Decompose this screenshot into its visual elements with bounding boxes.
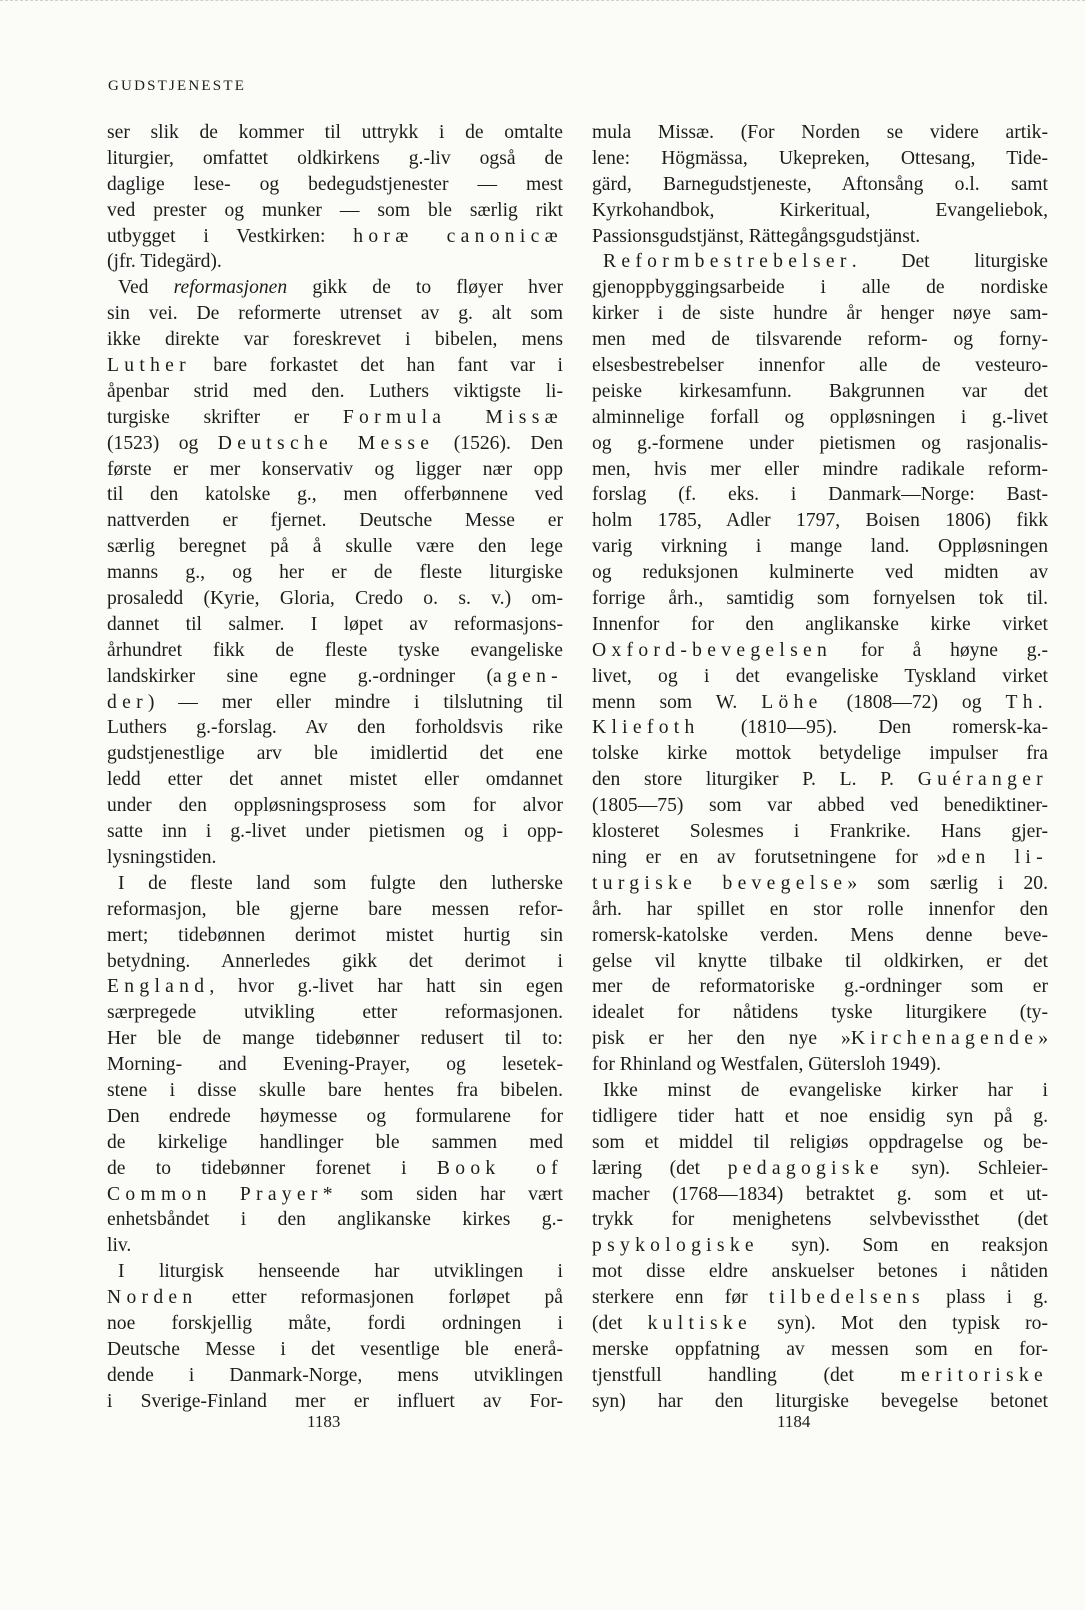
spaced-emphasis: turgiske bevegelse	[592, 872, 848, 894]
text-line	[592, 534, 1048, 560]
text-line	[107, 1078, 563, 1104]
spaced-emphasis: Deutsche Messe	[217, 432, 435, 454]
text-run: gikk de to fløyer hver	[287, 277, 563, 299]
text-run: idealet for nåtidens tyske liturgikere (ty-	[592, 1002, 1048, 1024]
text-run: for Rhinland og Westfalen, Gütersloh 1949).	[592, 1054, 942, 1076]
text-line	[592, 508, 1048, 534]
text-line	[107, 1233, 563, 1259]
text-run: mer de reformatoriske g.-ordninger som er	[592, 976, 1048, 998]
text-run: men med de tilsvarende reform- og forny-	[592, 329, 1048, 351]
text-line	[107, 741, 563, 767]
text-line	[592, 327, 1048, 353]
text-run: mula Missæ. (For Norden se videre artik-	[592, 122, 1048, 143]
text-run: syn) har den liturgiske bevegelse betonet	[592, 1390, 1048, 1412]
text-run: Ikke minst de evangeliske kirker har i	[603, 1079, 1048, 1101]
text-run: Luthers g.-forslag. Av den forholdsvis rike	[107, 717, 563, 739]
text-line	[592, 923, 1048, 949]
text-line	[107, 690, 563, 716]
text-line	[107, 1285, 563, 1311]
text-line	[107, 534, 563, 560]
text-run: (1526). Den	[434, 432, 563, 454]
text-line	[592, 1311, 1048, 1337]
left-column	[107, 120, 563, 1415]
text-run: (det	[592, 1312, 648, 1334]
text-line	[107, 508, 563, 534]
text-line	[592, 1389, 1048, 1415]
text-line	[592, 146, 1048, 172]
text-run: daglige lese- og bedegudstjenester — mest	[107, 173, 563, 195]
text-line	[592, 301, 1048, 327]
text-line	[107, 974, 563, 1000]
text-run: særpregede utvikling etter reformasjonen.	[107, 1002, 563, 1024]
text-line	[107, 1104, 563, 1130]
spaced-emphasis: tilbedelsens	[768, 1287, 925, 1309]
text-run: gjenoppbyggingsarbeide i alle de nordiske	[592, 277, 1048, 299]
text-line	[107, 353, 563, 379]
text-run: ved prester og munker — som ble særlig rikt	[107, 199, 563, 221]
text-run: tjenstfull handling (det	[592, 1364, 901, 1386]
text-run: årh. har spillet en stor rolle innenfor den	[592, 898, 1048, 920]
text-run: Den endrede høymesse og formularene for	[107, 1105, 563, 1127]
text-run: Her ble de mange tidebønner redusert til to:	[107, 1028, 563, 1050]
text-run: (1523) og	[107, 432, 218, 454]
text-run: nattverden er fjernet. Deutsche Messe er	[107, 510, 563, 532]
text-line	[107, 560, 563, 586]
text-line	[592, 949, 1048, 975]
text-run: til den katolske g., men offerbønnene ved	[107, 484, 563, 506]
text-run: mot disse eldre anskuelser betones i nåtiden	[592, 1261, 1048, 1283]
text-line	[592, 224, 1048, 250]
text-line	[592, 1182, 1048, 1208]
text-run: ) — mer eller mindre i tilslutning til	[147, 691, 563, 713]
text-run: klosteret Solesmes i Frankrike. Hans gjer-	[592, 821, 1048, 843]
text-run: varig virkning i mange land. Oppløsningen	[592, 536, 1048, 558]
text-run: I liturgisk henseende har utviklingen i	[118, 1261, 563, 1283]
page-number-right: 1184	[777, 1412, 811, 1431]
text-run: prosaledd (Kyrie, Gloria, Credo o. s. v.) om-	[107, 588, 563, 610]
text-line	[107, 431, 563, 457]
text-line	[592, 793, 1048, 819]
spaced-emphasis: Luther	[107, 355, 191, 377]
text-line	[592, 457, 1048, 483]
text-line	[592, 120, 1048, 146]
text-line	[107, 224, 563, 250]
text-run: århundret fikk de fleste tyske evangeliske	[107, 639, 563, 661]
text-run: , hvor g.-livet har hatt sin egen	[209, 976, 563, 998]
text-line	[107, 1337, 563, 1363]
text-run: dende i Danmark-Norge, mens utviklingen	[107, 1364, 563, 1386]
text-run: forslag (f. eks. i Danmark—Norge: Bast-	[592, 484, 1048, 506]
text-line	[592, 1156, 1048, 1182]
text-line	[592, 560, 1048, 586]
spaced-emphasis: Guéranger	[917, 769, 1048, 791]
text-line	[592, 1285, 1048, 1311]
spaced-emphasis: agen-	[493, 665, 563, 687]
italic-emphasis: reformasjonen	[173, 277, 288, 299]
text-line	[107, 1363, 563, 1389]
text-run: »	[1038, 1028, 1048, 1050]
text-line	[107, 482, 563, 508]
text-line	[107, 819, 563, 845]
text-run: tolske kirke mottok betydelige impulser fra	[592, 743, 1048, 765]
text-line	[592, 172, 1048, 198]
text-run: mert; tidebønnen derimot mistet hurtig sin	[107, 924, 563, 946]
text-run: lene: Högmässa, Ukepreken, Ottesang, Tide-	[592, 147, 1048, 169]
text-line	[592, 767, 1048, 793]
text-line	[592, 1026, 1048, 1052]
text-line	[592, 612, 1048, 638]
text-line	[107, 793, 563, 819]
spaced-emphasis: Book of	[436, 1157, 563, 1179]
text-run: Kyrkohandbok, Kirkeritual, Evangeliebok,	[592, 199, 1048, 221]
text-run: livet, og i det evangeliske Tyskland virket	[592, 665, 1048, 687]
text-run: åpenbar strid med den. Luthers viktigste li-	[107, 380, 563, 402]
text-run: macher (1768—1834) betraktet g. som et ut-	[592, 1183, 1048, 1205]
text-run: noe forskjellig måte, fordi ordningen i	[107, 1312, 563, 1334]
text-run: som et middel til religiøs oppdragelse og be-	[592, 1131, 1048, 1153]
spaced-emphasis: den li-	[946, 846, 1048, 868]
text-line	[107, 1259, 563, 1285]
text-run: bare forkastet det han fant var i	[190, 355, 563, 377]
text-line	[107, 586, 563, 612]
spaced-emphasis: der	[107, 691, 148, 713]
text-line	[592, 586, 1048, 612]
text-line	[592, 845, 1048, 871]
text-run: Passionsgudstjänst, Rättegångsgudstjänst.	[592, 225, 921, 247]
text-line	[592, 638, 1048, 664]
text-run: Morning- and Evening-Prayer, og lesetek-	[107, 1054, 563, 1076]
text-line	[592, 405, 1048, 431]
text-line	[107, 1182, 563, 1208]
text-run: ikke direkte var foreskrevet i bibelen, mens	[107, 329, 563, 351]
text-line	[107, 379, 563, 405]
text-run: gudstjenestlige arv ble imidlertid det ene	[107, 743, 563, 765]
text-run: enhetsbåndet i den anglikanske kirkes g.-	[107, 1209, 563, 1231]
text-line	[592, 198, 1048, 224]
text-line	[592, 819, 1048, 845]
spaced-emphasis: Common Prayer*	[107, 1183, 338, 1205]
text-run: holm 1785, Adler 1797, Boisen 1806) fikk	[592, 510, 1048, 532]
text-run: og g.-formene under pietismen og rasjonalis-	[592, 432, 1048, 454]
text-run: men, hvis mer eller mindre radikale reform-	[592, 458, 1048, 480]
text-run: peiske kirkesamfunn. Bakgrunnen var det	[592, 380, 1048, 402]
text-run: reformasjon, ble gjerne bare messen refor-	[107, 898, 563, 920]
text-run: trykk for menighetens selvbevissthet (det	[592, 1209, 1048, 1231]
text-run: for å høyne g.-	[832, 639, 1048, 661]
text-line	[592, 431, 1048, 457]
text-run: manns g., og her er de fleste liturgiske	[107, 562, 563, 584]
text-run: elsesbestrebelser innenfor alle de vesteuro-	[592, 355, 1048, 377]
text-line	[592, 1104, 1048, 1130]
scan-edge	[0, 0, 1085, 3]
text-line	[592, 897, 1048, 923]
text-line	[107, 327, 563, 353]
text-run: syn). Som en reaksjon	[758, 1235, 1048, 1257]
text-run: betydning. Annerledes gikk det derimot i	[107, 950, 563, 972]
spaced-emphasis: Oxford-bevegelsen	[592, 639, 833, 661]
spaced-emphasis: England	[107, 976, 210, 998]
text-run: tidligere tider hatt et noe ensidig syn på g.	[592, 1105, 1048, 1127]
text-run: den store liturgiker P. L. P.	[592, 769, 918, 791]
text-run: særlig beregnet på å skulle være den lege	[107, 536, 563, 558]
text-run: læring (det	[592, 1157, 728, 1179]
text-run: de kirkelige handlinger ble sammen med	[107, 1131, 563, 1153]
text-line	[107, 923, 563, 949]
text-run: (jfr. Tidegärd).	[107, 251, 222, 273]
spaced-emphasis: pedagogiske	[727, 1157, 884, 1179]
text-line	[107, 871, 563, 897]
text-line	[592, 1337, 1048, 1363]
text-run: etter reformasjonen forløpet på	[197, 1287, 563, 1309]
text-line	[107, 715, 563, 741]
text-run: de to tidebønner forenet i	[107, 1157, 437, 1179]
spaced-emphasis: psykologiske	[592, 1235, 759, 1257]
text-run: lysningstiden.	[107, 846, 217, 868]
text-line	[107, 949, 563, 975]
text-line	[592, 249, 1048, 275]
text-line	[592, 1130, 1048, 1156]
text-line	[592, 1207, 1048, 1233]
text-run: som siden har vært	[337, 1183, 563, 1205]
text-line	[592, 741, 1048, 767]
text-line	[592, 353, 1048, 379]
text-line	[592, 482, 1048, 508]
text-run: pisk er her den nye »	[592, 1028, 851, 1050]
text-line	[107, 275, 563, 301]
text-run: kirker i de siste hundre år henger nøye sam-	[592, 303, 1048, 325]
text-line	[592, 1052, 1048, 1078]
text-line	[107, 1130, 563, 1156]
text-line	[107, 845, 563, 871]
text-line	[592, 690, 1048, 716]
text-run: satte inn i g.-livet under pietismen og i opp-	[107, 821, 563, 843]
text-run: plass i g.	[924, 1287, 1048, 1309]
text-line	[592, 1000, 1048, 1026]
text-line	[107, 198, 563, 224]
text-run: ledd etter det annet mistet eller omdannet	[107, 769, 563, 791]
text-line	[107, 1311, 563, 1337]
spaced-emphasis: Norden	[107, 1287, 198, 1309]
text-line	[107, 249, 563, 275]
text-line	[592, 974, 1048, 1000]
text-line	[107, 120, 563, 146]
spaced-emphasis: Kirchenagende	[850, 1028, 1039, 1050]
text-run: (1808—72) og	[822, 691, 1006, 713]
text-line	[107, 1156, 563, 1182]
text-run: ser slik de kommer til uttrykk i de omtalte	[107, 122, 563, 143]
text-line	[107, 638, 563, 664]
spaced-emphasis: kultiske	[647, 1312, 752, 1334]
text-run: (1805—75) som var abbed ved benediktiner-	[592, 795, 1048, 817]
text-run: dannet til salmer. I løpet av reformasjons-	[107, 613, 563, 635]
text-run: under den oppløsningsprosess som for alvor	[107, 795, 563, 817]
spaced-emphasis: Kliefoth	[592, 717, 700, 739]
text-line	[592, 379, 1048, 405]
text-run: i Sverige-Finland mer er influert av For-	[107, 1390, 563, 1412]
text-run: . Det liturgiske	[851, 251, 1048, 273]
text-run: liv.	[107, 1235, 132, 1257]
text-line	[592, 275, 1048, 301]
text-line	[107, 664, 563, 690]
spaced-emphasis: horæ canonicæ	[353, 225, 563, 247]
text-run: liturgier, omfattet oldkirkens g.-liv også de	[107, 147, 563, 169]
spaced-emphasis: Reformbestrebelser	[603, 251, 852, 273]
text-run: landskirker sine egne g.-ordninger (	[107, 665, 494, 687]
text-run: syn). Mot den typisk ro-	[751, 1312, 1048, 1334]
text-line	[107, 172, 563, 198]
spaced-emphasis: Löhe	[761, 691, 823, 713]
text-run: » som særlig i 20.	[847, 872, 1048, 894]
text-line	[592, 1259, 1048, 1285]
text-run: ning er en av forutsetningene for »	[592, 846, 947, 868]
text-run: første er mer konservativ og ligger nær opp	[107, 458, 563, 480]
right-column	[592, 120, 1048, 1415]
text-run: Ved	[118, 277, 174, 299]
text-line	[592, 1363, 1048, 1389]
text-line	[107, 612, 563, 638]
text-line	[107, 1026, 563, 1052]
page-number-left: 1183	[307, 1412, 341, 1431]
text-line	[107, 301, 563, 327]
text-run: utbygget i Vestkirken:	[107, 225, 354, 247]
text-run: turgiske skrifter er	[107, 406, 343, 428]
spaced-emphasis: meritoriske	[900, 1364, 1048, 1386]
spaced-emphasis: Formula Missæ	[342, 406, 563, 428]
text-line	[107, 405, 563, 431]
text-line	[592, 871, 1048, 897]
text-line	[107, 1052, 563, 1078]
text-run: Innenfor for den anglikanske kirke virket	[592, 613, 1048, 635]
text-run: menn som W.	[592, 691, 762, 713]
text-run: gelse vil knytte tilbake til oldkirken, er det	[592, 950, 1048, 972]
text-run: romersk-katolske verden. Mens denne beve-	[592, 924, 1048, 946]
text-run: sterkere enn før	[592, 1287, 769, 1309]
text-line	[107, 1207, 563, 1233]
running-head: GUDSTJENESTE	[108, 78, 247, 94]
text-line	[107, 146, 563, 172]
text-line	[592, 715, 1048, 741]
text-run: syn). Schleier-	[883, 1157, 1048, 1179]
text-line	[592, 664, 1048, 690]
text-line	[592, 1233, 1048, 1259]
text-line	[107, 1000, 563, 1026]
text-run: alminnelige forfall og oppløsningen i g.-livet	[592, 406, 1048, 428]
spaced-emphasis: Th.	[1005, 691, 1048, 713]
text-run: (1810—95). Den romersk-ka-	[699, 717, 1048, 739]
text-line	[107, 1389, 563, 1415]
text-run: merske oppfatning av messen som en for-	[592, 1338, 1048, 1360]
text-line	[107, 767, 563, 793]
text-run: og reduksjonen kulminerte ved midten av	[592, 562, 1048, 584]
text-run: I de fleste land som fulgte den lutherske	[118, 872, 563, 894]
text-line	[107, 897, 563, 923]
text-run: gärd, Barnegudstjeneste, Aftonsång o.l. samt	[592, 173, 1048, 195]
text-line	[592, 1078, 1048, 1104]
text-run: Deutsche Messe i det vesentlige ble enerå-	[107, 1338, 563, 1360]
text-run: stene i disse skulle bare hentes fra bibelen.	[107, 1079, 563, 1101]
text-run: sin vei. De reformerte utrenset av g. alt som	[107, 303, 563, 325]
text-run: forrige årh., samtidig som fornyelsen tok til.	[592, 588, 1048, 610]
text-line	[107, 457, 563, 483]
